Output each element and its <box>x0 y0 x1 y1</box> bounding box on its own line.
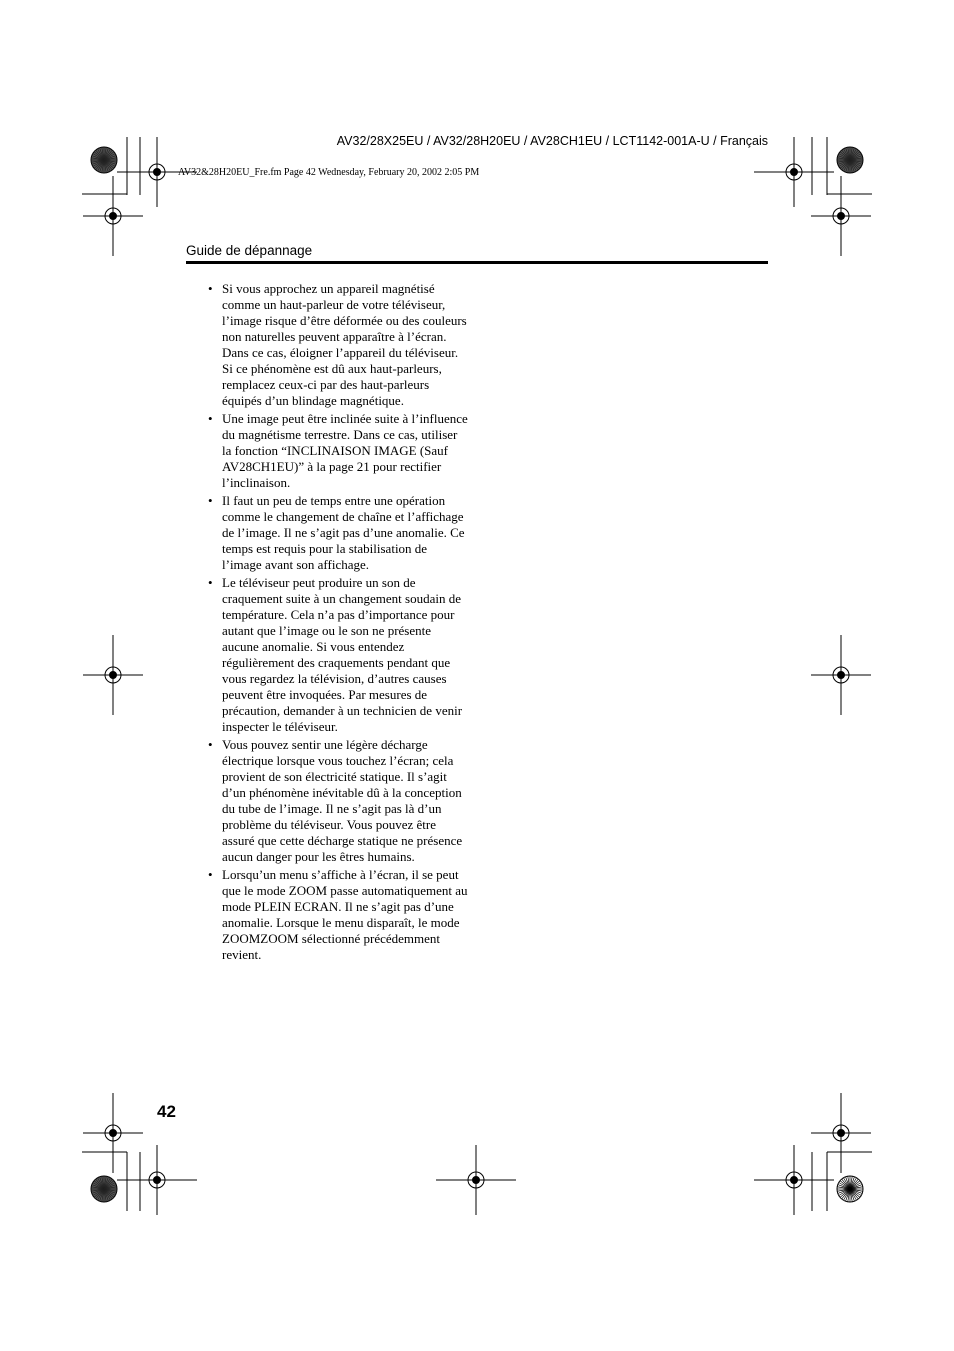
registration-target-icon <box>83 635 143 715</box>
troubleshooting-content <box>206 281 468 965</box>
file-info-line: AV32&28H20EU_Fre.fm Page 42 Wednesday, February 20, 2002 2:05 PM <box>178 167 480 178</box>
registration-target-icon <box>811 176 871 256</box>
registration-target-icon <box>436 1145 516 1215</box>
list-item: • Le téléviseur peut produire un son de craquement suite à un changement soudain de température. Cela n’a pas d’importance pour autant que l’image ou le son ne présente aucune anomalie. Si vous entendez régulièrement des craquements pendant que vous regardez la télévision, d’autres causes peuvent être invoquées. Par mesures de précaution, demander à un technicien de venir inspecter le téléviseur. <box>206 575 468 735</box>
registration-target-icon <box>83 1093 143 1173</box>
calibration-star-icon <box>837 1176 863 1202</box>
calibration-star-icon <box>837 147 863 173</box>
list-item: • Une image peut être inclinée suite à l’influence du magnétisme terrestre. Dans ce cas, utiliser la fonction “INCLINAISON IMAGE (Sauf AV28CH1EU)” à la page 21 pour rectifier l’inclinaison. <box>206 411 468 491</box>
registration-target-icon <box>754 1145 834 1215</box>
registration-target-icon <box>811 635 871 715</box>
list-item: • Vous pouvez sentir une légère décharge électrique lorsque vous touchez l’écran; cela provient de son électricité statique. Il s’agit d’un phénomène inévitable dû à la conception du tube de l’image. Il ne s’agit pas là d’un problème du téléviseur. Vous pouvez être assuré que cette décharge statique ne présence aucun danger pour les êtres humains. <box>206 737 468 865</box>
calibration-star-icon <box>91 147 117 173</box>
list-item: • Il faut un peu de temps entre une opération comme le changement de chaîne et l’affichage de l’image. Il ne s’agit pas d’une anomalie. Ce temps est requis pour la stabilisation de l’image avant son affichage. <box>206 493 468 573</box>
registration-target-icon <box>117 1145 197 1215</box>
registration-targets <box>83 137 871 1215</box>
page-number: 42 <box>157 1102 176 1121</box>
section-title: Guide de dépannage <box>186 243 313 258</box>
crop-lines <box>82 137 872 1211</box>
registration-target-icon <box>83 176 143 256</box>
calibration-star-icon <box>91 1176 117 1202</box>
registration-target-icon <box>811 1093 871 1173</box>
bullet-list <box>206 281 468 963</box>
list-item: • Lorsqu’un menu s’affiche à l’écran, il se peut que le mode ZOOM passe automatiquement au mode PLEIN ECRAN. Il ne s’agit pas d’une anomalie. Lorsque le menu disparaît, le mode ZOOMZOOM sélectionné précédemment revient. <box>206 867 468 963</box>
header-model-line: AV32/28X25EU / AV32/28H20EU / AV28CH1EU / LCT1142-001A-U / Français <box>336 134 768 148</box>
section-title-rule <box>186 261 768 264</box>
list-item: • Si vous approchez un appareil magnétisé comme un haut-parleur de votre téléviseur, l’image risque d’être déformée ou des couleurs non naturelles peuvent apparaître à l’écran. Dans ce cas, éloigner l’appareil du téléviseur. Si ce phénomène est dû aux haut-parleurs, remplacez ceux-ci par des haut-parleurs équipés d’un blindage magnétique. <box>206 281 468 409</box>
